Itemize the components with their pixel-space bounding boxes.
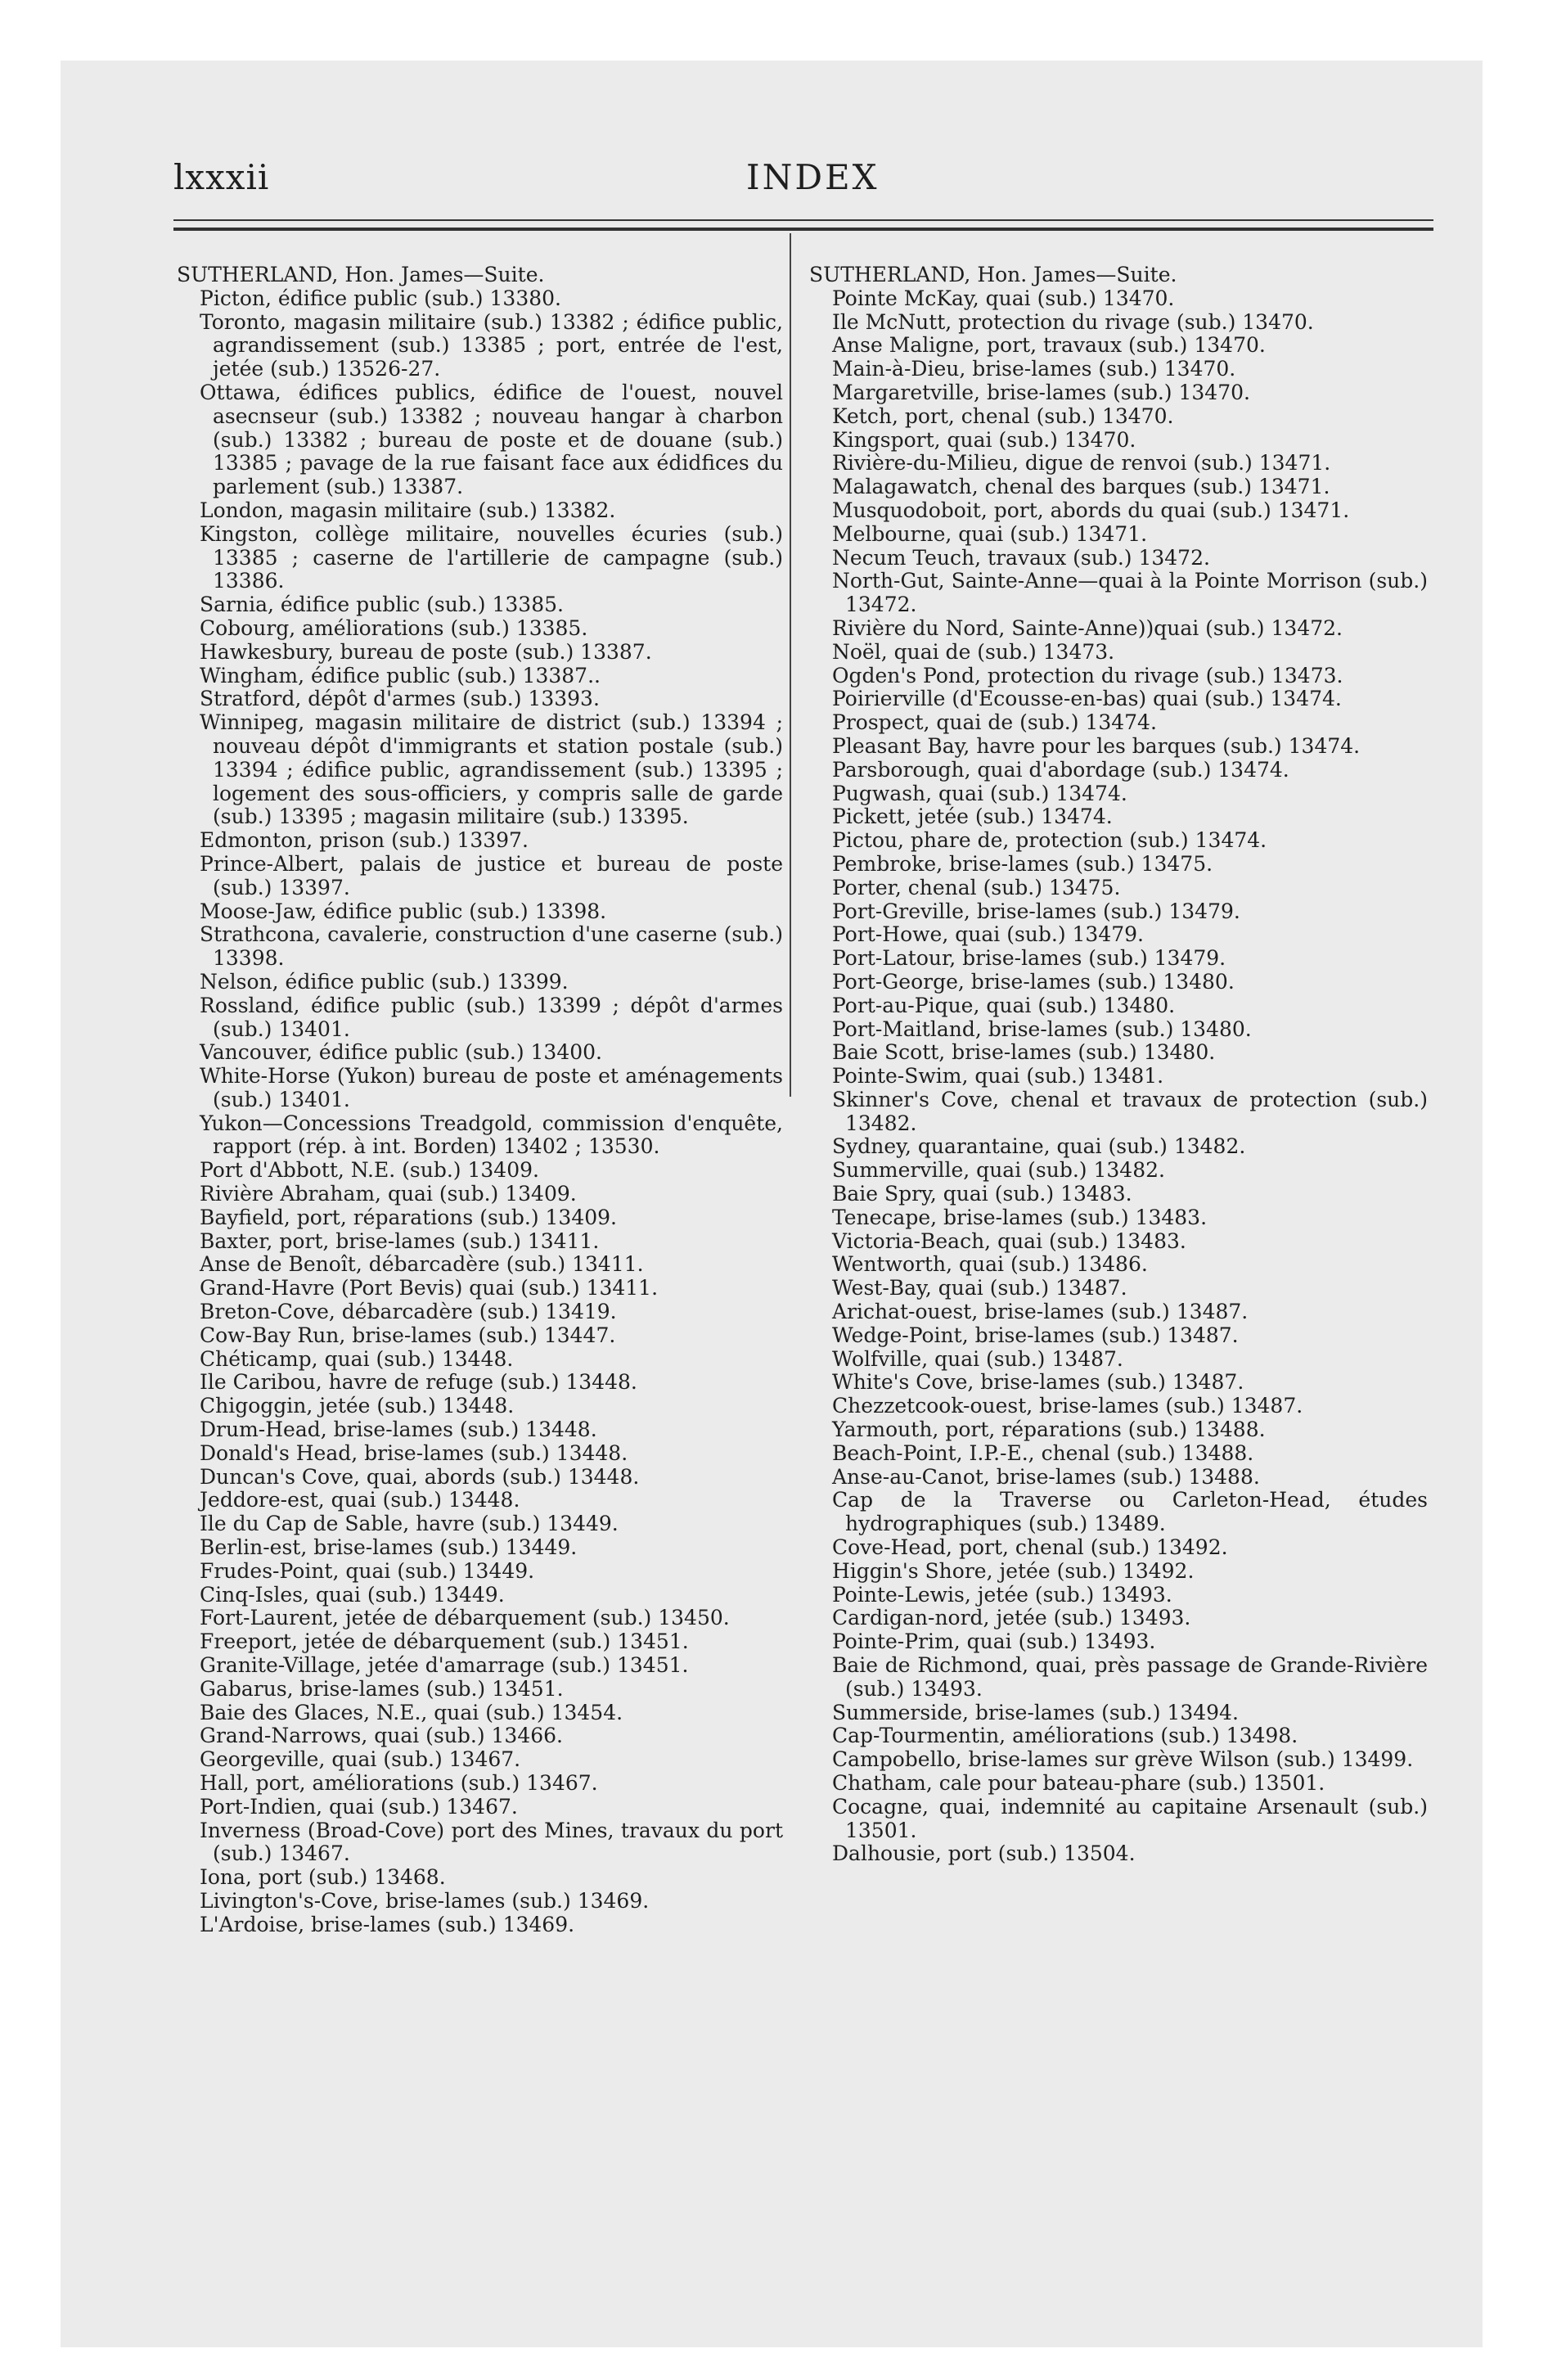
index-entry: Chezzetcook-ouest, brise-lames (sub.) 13487.	[832, 1394, 1303, 1418]
column-divider	[790, 233, 791, 1097]
index-entry: Arichat-ouest, brise-lames (sub.) 13487.	[832, 1300, 1249, 1324]
index-entry: Pictou, phare de, protection (sub.) 13474.	[832, 828, 1267, 853]
index-entry: Kingsport, quai (sub.) 13470.	[832, 427, 1136, 452]
index-entry: Pointe McKay, quai (sub.) 13470.	[832, 286, 1175, 310]
index-entry: Wolfville, quai (sub.) 13487.	[832, 1346, 1123, 1371]
index-entry: Pembroke, brise-lames (sub.) 13475.	[832, 851, 1213, 876]
index-entry: Yukon—Concessions Treadgold, commission d'enquête, rapport (rép. à int. Borden) 13402 ; 13530.	[200, 1111, 783, 1159]
index-entry: Inverness (Broad-Cove) port des Mines, travaux du port (sub.) 13467.	[200, 1818, 783, 1866]
index-entry: Rossland, édifice public (sub.) 13399 ; dépôt d'armes (sub.) 13401.	[200, 993, 783, 1041]
left-column	[173, 264, 783, 1937]
index-entry: Hawkesbury, bureau de poste (sub.) 13387.	[200, 639, 652, 664]
index-entry: Drum-Head, brise-lames (sub.) 13448.	[200, 1418, 597, 1442]
index-entry: Stratford, dépôt d'armes (sub.) 13393.	[200, 687, 600, 711]
index-entry: Cocagne, quai, indemnité au capitaine Arsenault (sub.) 13501.	[832, 1794, 1428, 1842]
index-entry: Ketch, port, chenal (sub.) 13470.	[832, 403, 1174, 428]
index-entry: Prince-Albert, palais de justice et bureau de poste (sub.) 13397.	[200, 851, 783, 899]
index-entry: Skinner's Cove, chenal et travaux de protection (sub.) 13482.	[832, 1087, 1428, 1135]
index-entry: Anse-au-Canot, brise-lames (sub.) 13488.	[832, 1464, 1260, 1489]
index-entry: West-Bay, quai (sub.) 13487.	[832, 1276, 1127, 1300]
index-entry: Winnipeg, magasin militaire de district (sub.) 13394 ; nouveau dépôt d'immigrants et station postale (sub.) 13394 ; édifice public, agrandissement (sub.) 13395 ; logement des sous-officiers, y compris salle de garde (sub.) 13395 ; magasin militaire (sub.) 13395.	[200, 710, 783, 829]
index-entry: Port-Latour, brise-lames (sub.) 13479.	[832, 946, 1226, 971]
index-entry: Nelson, édifice public (sub.) 13399.	[200, 969, 569, 994]
index-entry: Kingston, collège militaire, nouvelles écuries (sub.) 13385 ; caserne de l'artillerie de campagne (sub.) 13386.	[200, 521, 783, 593]
index-entry: Duncan's Cove, quai, abords (sub.) 13448.	[200, 1464, 640, 1489]
index-entry: Livington's-Cove, brise-lames (sub.) 13469.	[200, 1888, 650, 1913]
index-entry: Moose-Jaw, édifice public (sub.) 13398.	[200, 899, 607, 923]
index-entry: Wentworth, quai (sub.) 13486.	[832, 1252, 1148, 1277]
index-entry: Summerside, brise-lames (sub.) 13494.	[832, 1700, 1239, 1724]
index-entry: Freeport, jetée de débarquement (sub.) 13451.	[200, 1629, 689, 1654]
index-entry: Port d'Abbott, N.E. (sub.) 13409.	[200, 1158, 539, 1183]
left-entry-list	[173, 287, 783, 1937]
index-entry: Grand-Narrows, quai (sub.) 13466.	[200, 1724, 563, 1748]
header-rule-thick	[173, 228, 1433, 231]
index-entry: Berlin-est, brise-lames (sub.) 13449.	[200, 1535, 578, 1560]
index-entry: Strathcona, cavalerie, construction d'une caserne (sub.) 13398.	[200, 922, 783, 971]
index-entry: Ogden's Pond, protection du rivage (sub.) 13473.	[832, 663, 1343, 687]
column-heading: SUTHERLAND, Hon. James—Suite.	[809, 263, 1177, 286]
index-entry: Bayfield, port, réparations (sub.) 13409.	[200, 1205, 617, 1229]
index-entry: Baie Spry, quai (sub.) 13483.	[832, 1182, 1132, 1206]
page-number: lxxxii	[173, 157, 270, 197]
index-entry: Georgeville, quai (sub.) 13467.	[200, 1747, 521, 1772]
index-entry: Margaretville, brise-lames (sub.) 13470.	[832, 380, 1250, 404]
page-title: INDEX	[746, 157, 880, 197]
index-entry: Victoria-Beach, quai (sub.) 13483.	[832, 1228, 1186, 1253]
index-entry: Pointe-Prim, quai (sub.) 13493.	[832, 1629, 1156, 1654]
index-entry: Port-Greville, brise-lames (sub.) 13479.	[832, 899, 1240, 923]
index-entry: Main-à-Dieu, brise-lames (sub.) 13470.	[832, 357, 1236, 381]
index-entry: Baxter, port, brise-lames (sub.) 13411.	[200, 1228, 600, 1253]
index-entry: Cardigan-nord, jetée (sub.) 13493.	[832, 1606, 1191, 1630]
index-entry: Port-au-Pique, quai (sub.) 13480.	[832, 993, 1176, 1017]
index-entry: Musquodoboit, port, abords du quai (sub.) 13471.	[832, 498, 1350, 522]
index-entry: Chéticamp, quai (sub.) 13448.	[200, 1346, 514, 1371]
index-entry: Campobello, brise-lames sur grève Wilson (sub.) 13499.	[832, 1747, 1414, 1772]
index-entry: Edmonton, prison (sub.) 13397.	[200, 828, 529, 853]
index-entry: Beach-Point, I.P.-E., chenal (sub.) 13488.	[832, 1440, 1254, 1465]
index-entry: Pickett, jetée (sub.) 13474.	[832, 805, 1113, 829]
index-entry: White's Cove, brise-lames (sub.) 13487.	[832, 1370, 1244, 1395]
index-entry: Baie de Richmond, quai, près passage de Grande-Rivière (sub.) 13493.	[832, 1653, 1428, 1701]
index-entry: Chatham, cale pour bateau-phare (sub.) 13501.	[832, 1771, 1325, 1795]
index-entry: Pleasant Bay, havre pour les barques (sub.) 13474.	[832, 733, 1361, 758]
index-entry: Dalhousie, port (sub.) 13504.	[832, 1841, 1136, 1866]
index-entry: Port-Indien, quai (sub.) 13467.	[200, 1794, 518, 1819]
index-entry: Sarnia, édifice public (sub.) 13385.	[200, 593, 564, 617]
index-entry: Cow-Bay Run, brise-lames (sub.) 13447.	[200, 1323, 616, 1347]
index-entry: Chigoggin, jetée (sub.) 13448.	[200, 1394, 515, 1418]
index-entry: Prospect, quai de (sub.) 13474.	[832, 710, 1157, 735]
index-entry: Baie Scott, brise-lames (sub.) 13480.	[832, 1040, 1216, 1065]
index-entry: L'Ardoise, brise-lames (sub.) 13469.	[200, 1912, 575, 1936]
index-entry: Pointe-Swim, quai (sub.) 13481.	[832, 1064, 1164, 1089]
index-entry: Ile McNutt, protection du rivage (sub.) 13470.	[832, 309, 1314, 334]
index-entry: Port-Maitland, brise-lames (sub.) 13480.	[832, 1016, 1252, 1041]
index-entry: Wingham, édifice public (sub.) 13387..	[200, 663, 601, 687]
index-entry: Malagawatch, chenal des barques (sub.) 13471.	[832, 475, 1330, 499]
index-entry: Rivière-du-Milieu, digue de renvoi (sub.) 13471.	[832, 451, 1331, 476]
right-entry-list	[806, 287, 1428, 1866]
index-entry: Noël, quai de (sub.) 13473.	[832, 639, 1115, 664]
index-entry: Breton-Cove, débarcadère (sub.) 13419.	[200, 1300, 617, 1324]
index-entry: Vancouver, édifice public (sub.) 13400.	[200, 1040, 603, 1065]
index-entry: Tenecape, brise-lames (sub.) 13483.	[832, 1205, 1208, 1229]
index-entry: Granite-Village, jetée d'amarrage (sub.) 13451.	[200, 1653, 689, 1678]
index-entry: Jeddore-est, quai (sub.) 13448.	[200, 1488, 520, 1512]
right-column	[806, 264, 1428, 1866]
index-entry: Ile du Cap de Sable, havre (sub.) 13449.	[200, 1512, 619, 1536]
index-entry: Anse Maligne, port, travaux (sub.) 13470.	[832, 333, 1266, 358]
header-rule-thin	[173, 219, 1433, 221]
index-entry: Parsborough, quai d'abordage (sub.) 13474.	[832, 757, 1289, 782]
index-entry: Fort-Laurent, jetée de débarquement (sub.) 13450.	[200, 1606, 730, 1630]
index-entry: White-Horse (Yukon) bureau de poste et aménagements (sub.) 13401.	[200, 1064, 783, 1111]
index-entry: Gabarus, brise-lames (sub.) 13451.	[200, 1676, 564, 1701]
index-entry: Summerville, quai (sub.) 13482.	[832, 1158, 1165, 1183]
index-entry: Baie des Glaces, N.E., quai (sub.) 13454.	[200, 1700, 623, 1724]
index-entry: Rivière du Nord, Sainte-Anne))quai (sub.) 13472.	[832, 615, 1343, 640]
column-heading: SUTHERLAND, Hon. James—Suite.	[177, 263, 545, 286]
index-entry: Grand-Havre (Port Bevis) quai (sub.) 13411.	[200, 1276, 659, 1300]
index-entry: Ile Caribou, havre de refuge (sub.) 13448.	[200, 1370, 637, 1395]
index-entry: Sydney, quarantaine, quai (sub.) 13482.	[832, 1134, 1246, 1159]
index-entry: Port-Howe, quai (sub.) 13479.	[832, 922, 1145, 947]
index-entry: Necum Teuch, travaux (sub.) 13472.	[832, 545, 1210, 570]
index-entry: Picton, édifice public (sub.) 13380.	[200, 286, 561, 310]
index-entry: Toronto, magasin militaire (sub.) 13382 ; édifice public, agrandissement (sub.) 13385 ; port, entrée de l'est, jetée (sub.) 13526-27.	[200, 309, 783, 381]
index-entry: Anse de Benoît, débarcadère (sub.) 13411.	[200, 1252, 644, 1277]
index-entry: Pointe-Lewis, jetée (sub.) 13493.	[832, 1582, 1172, 1607]
index-entry: North-Gut, Sainte-Anne—quai à la Pointe Morrison (sub.) 13472.	[832, 569, 1428, 617]
index-entry: Hall, port, améliorations (sub.) 13467.	[200, 1771, 598, 1795]
index-entry: Melbourne, quai (sub.) 13471.	[832, 521, 1148, 546]
index-entry: Porter, chenal (sub.) 13475.	[832, 875, 1121, 899]
index-entry: Port-George, brise-lames (sub.) 13480.	[832, 969, 1235, 994]
index-entry: Cove-Head, port, chenal (sub.) 13492.	[832, 1535, 1228, 1560]
index-entry: London, magasin militaire (sub.) 13382.	[200, 498, 616, 522]
index-entry: Cap de la Traverse ou Carleton-Head, études hydrographiques (sub.) 13489.	[832, 1488, 1428, 1536]
index-entry: Pugwash, quai (sub.) 13474.	[832, 781, 1127, 805]
index-entry: Donald's Head, brise-lames (sub.) 13448.	[200, 1440, 628, 1465]
index-entry: Iona, port (sub.) 13468.	[200, 1865, 446, 1890]
index-entry: Frudes-Point, quai (sub.) 13449.	[200, 1558, 535, 1583]
index-entry: Wedge-Point, brise-lames (sub.) 13487.	[832, 1323, 1239, 1347]
index-entry: Ottawa, édifices publics, édifice de l'ouest, nouvel asecnseur (sub.) 13382 ; nouveau hangar à charbon (sub.) 13382 ; bureau de poste et de douane (sub.) 13385 ; pavage de la rue faisant face aux édidfices du parlement (sub.) 13387.	[200, 380, 783, 499]
index-entry: Yarmouth, port, réparations (sub.) 13488.	[832, 1418, 1266, 1442]
index-entry: Cinq-Isles, quai (sub.) 13449.	[200, 1582, 505, 1607]
index-entry: Higgin's Shore, jetée (sub.) 13492.	[832, 1558, 1195, 1583]
index-entry: Cobourg, améliorations (sub.) 13385.	[200, 615, 588, 640]
index-entry: Cap-Tourmentin, améliorations (sub.) 13498.	[832, 1724, 1298, 1748]
index-entry: Rivière Abraham, quai (sub.) 13409.	[200, 1182, 577, 1206]
index-entry: Poirierville (d'Ecousse-en-bas) quai (sub.) 13474.	[832, 687, 1342, 711]
